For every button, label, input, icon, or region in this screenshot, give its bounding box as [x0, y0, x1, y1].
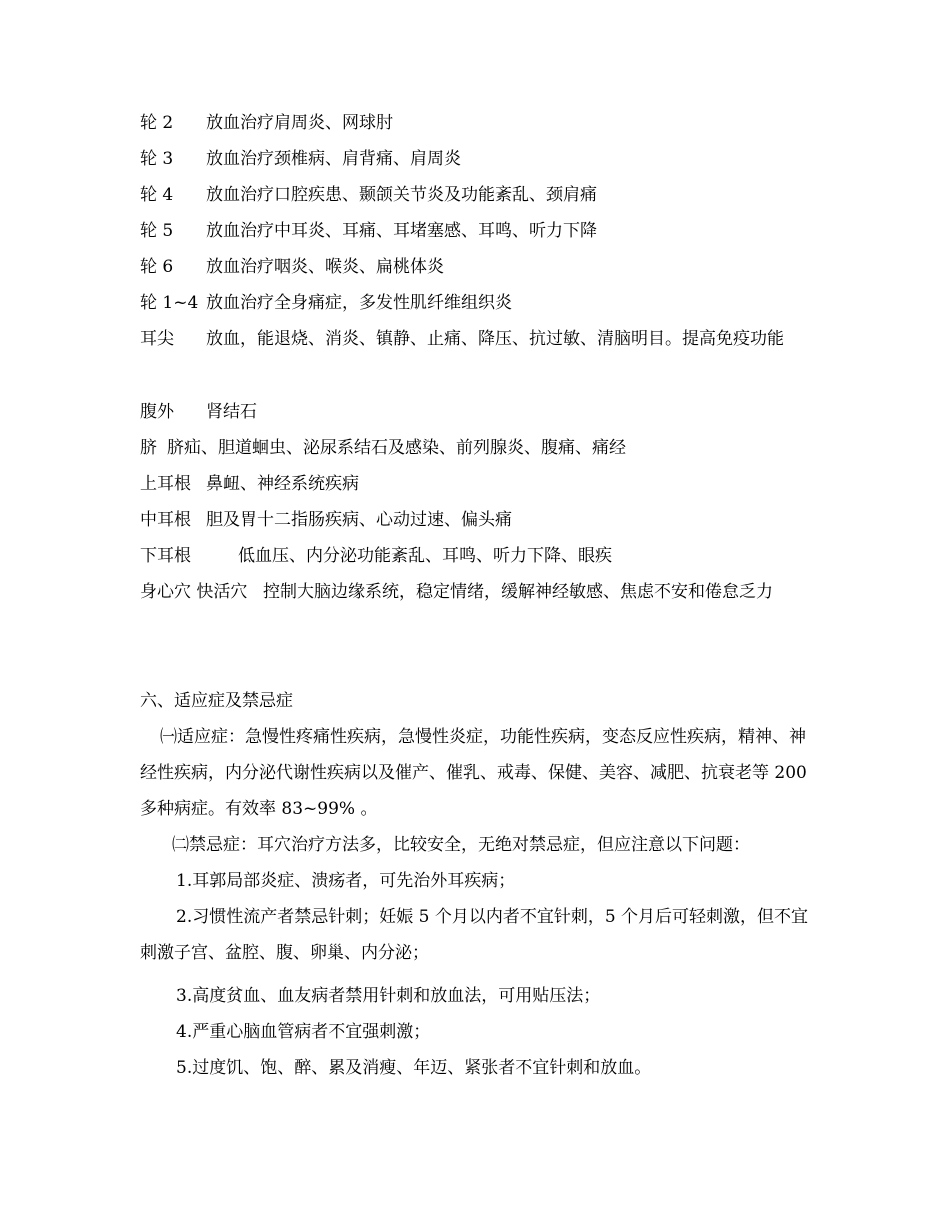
acupoint-line: [140, 574, 820, 610]
acupoint-description: 放血，能退烧、消炎、镇静、止痛、降压、抗过敏、清脑明目。提高免疫功能: [206, 329, 784, 349]
acupoint-line: [140, 473, 359, 495]
contraindication-item: 1.耳郭局部炎症、溃疡者，可先治外耳疾病；: [176, 871, 516, 891]
acupoint-name: 上耳根: [140, 474, 191, 494]
contraindication-item: 2.习惯性流产者禁忌针刺；妊娠 5 个月以内者不宜针刺，5 个月后可轻刺激，但不宜刺激子宫、盆腔、腹、卵巢、内分泌；: [140, 907, 809, 963]
acupoint-description: 放血治疗咽炎、喉炎、扁桃体炎: [206, 257, 444, 277]
contraindication-item: 5.过度饥、饱、醉、累及消瘦、年迈、紧张者不宜针刺和放血。: [176, 1058, 652, 1078]
acupoint-description: 放血治疗颈椎病、肩背痛、肩周炎: [206, 149, 461, 169]
acupoint-name: 脐: [140, 438, 157, 458]
acupoint-description: 脐疝、胆道蛔虫、泌尿系结石及感染、前列腺炎、腹痛、痛经: [167, 438, 626, 458]
acupoint-line: [140, 545, 612, 567]
acupoint-name: 轮 1~4: [140, 293, 199, 313]
contraindication-item: 3.高度贫血、血友病者禁用针刺和放血法，可用贴压法；: [176, 986, 601, 1006]
acupoint-name: 轮 4: [140, 185, 174, 205]
acupoint-name: 轮 3: [140, 149, 174, 169]
acupoint-name: 腹外: [140, 402, 174, 422]
acupoint-line: [140, 437, 626, 459]
section-heading: 六、适应症及禁忌症: [140, 691, 293, 711]
acupoint-description: 放血治疗肩周炎、网球肘: [206, 113, 393, 133]
acupoint-name: 耳尖: [140, 329, 174, 349]
acupoint-line: [140, 401, 257, 423]
acupoint-name: 中耳根: [140, 510, 191, 530]
acupoint-description: 鼻衄、神经系统疾病: [206, 474, 359, 494]
contraindication-item: 4.严重心脑血管病者不宜强刺激；: [176, 1022, 431, 1042]
acupoint-description: 放血治疗口腔疾患、颞颌关节炎及功能紊乱、颈肩痛: [206, 185, 597, 205]
acupoint-name: 身心穴 快活穴: [140, 582, 248, 602]
acupoint-description: 放血治疗全身痛症，多发性肌纤维组织炎: [206, 293, 512, 313]
acupoint-line: [140, 292, 512, 314]
contraindication-intro: ㈡禁忌症：耳穴治疗方法多，比较安全，无绝对禁忌症，但应注意以下问题：: [172, 835, 750, 855]
acupoint-name: 下耳根: [140, 546, 191, 566]
acupoint-line: [140, 321, 820, 357]
acupoint-description: 放血治疗中耳炎、耳痛、耳堵塞感、耳鸣、听力下降: [206, 221, 597, 241]
acupoint-description: 肾结石: [206, 402, 257, 422]
acupoint-description: 低血压、内分泌功能紊乱、耳鸣、听力下降、眼疾: [238, 546, 612, 566]
acupoint-line: [140, 220, 597, 242]
acupoint-line: [140, 256, 444, 278]
acupoint-name: 轮 2: [140, 113, 174, 133]
indication-paragraph: ㈠适应症：急慢性疼痛性疾病，急慢性炎症，功能性疾病，变态反应性疾病，精神、神经性疾病，内分泌代谢性疾病以及催产、催乳、戒毒、保健、美容、减肥、抗衰老等 200 多种病症。有效率 83~99% 。: [140, 727, 807, 819]
acupoint-line: [140, 148, 461, 170]
acupoint-name: 轮 5: [140, 221, 174, 241]
acupoint-name: 轮 6: [140, 257, 174, 277]
acupoint-description: 胆及胃十二指肠疾病、心动过速、偏头痛: [206, 510, 512, 530]
acupoint-line: [140, 184, 597, 206]
acupoint-line: [140, 509, 512, 531]
acupoint-line: [140, 112, 393, 134]
acupoint-description: 控制大脑边缘系统，稳定情绪，缓解神经敏感、焦虑不安和倦怠乏力: [263, 582, 773, 602]
